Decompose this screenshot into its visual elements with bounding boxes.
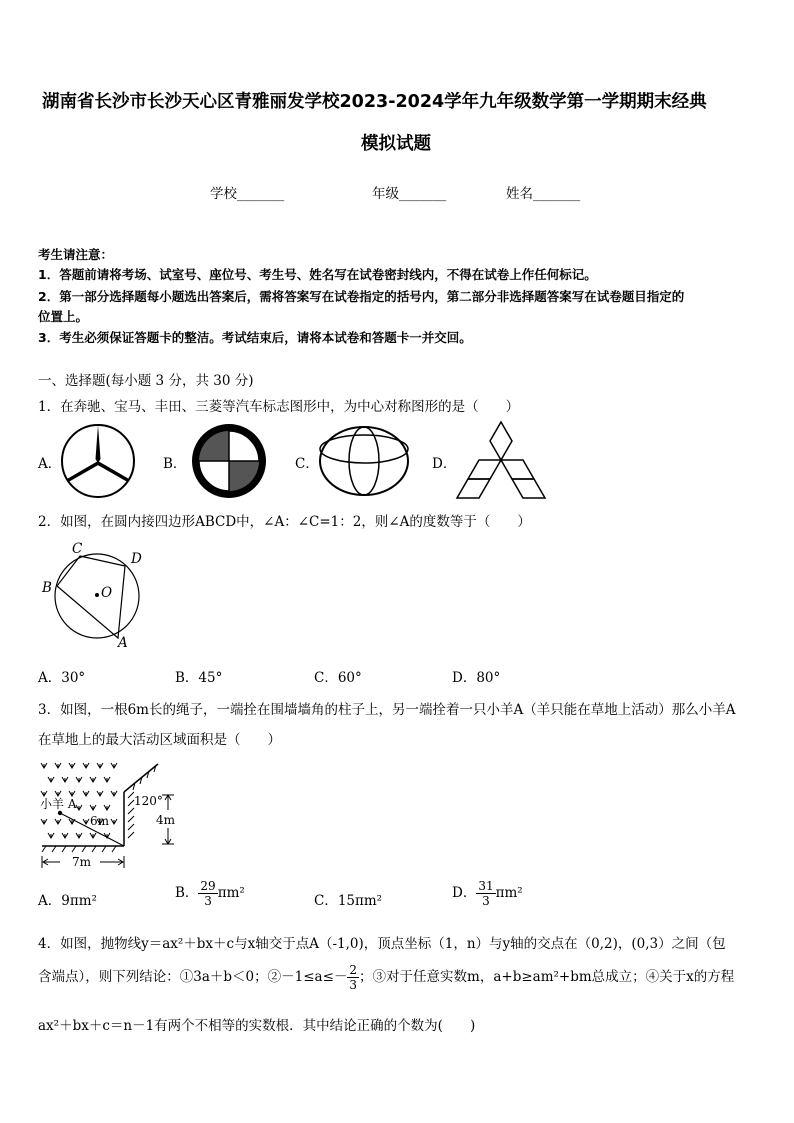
toyota-logo-icon (318, 425, 410, 497)
q1-label-b[interactable]: B． (163, 456, 187, 472)
q3-stem-line1: 3．如图，一根6m长的绳子，一端拴在围墙墙角的柱子上，另一端拴着一只小羊A（羊只能在草地上活动）那么小羊A (38, 702, 736, 718)
q3-option-d-label: D． (452, 885, 477, 901)
grass-mark (97, 763, 103, 768)
q3-stem-line2: 在草地上的最大活动区域面积是（ ） (38, 732, 281, 748)
grass-mark (90, 805, 96, 810)
q4-fraction-numerator: 2 (349, 963, 358, 977)
q3-option-d-numerator: 31 (478, 879, 494, 893)
grass-mark (90, 777, 96, 782)
q3-width-label: 7m (72, 855, 92, 869)
grass-mark (104, 777, 110, 782)
q2-stem: 2．如图，在圆内接四边形ABCD中，∠A：∠C=1：2，则∠A的度数等于（ ） (38, 514, 531, 530)
q4-fraction-denominator: 3 (349, 978, 358, 992)
q4-line2-pre: 含端点），则下列结论：①3a＋b＜0；②－1≤a≤－ (38, 969, 348, 985)
benz-logo-icon (60, 423, 136, 499)
q3-option-d-denominator: 3 (482, 894, 490, 908)
grass-mark (41, 819, 47, 824)
notice-item-3: 3．考生必须保证答题卡的整洁。考试结束后，请将本试卷和答题卡一并交回。 (38, 330, 472, 345)
grade-field[interactable]: 年级_______ (372, 186, 447, 202)
q2-point-c: C (72, 541, 83, 557)
page-title-line1: 湖南省长沙市长沙天心区青雅丽发学校2023-2024学年九年级数学第一学期期末经典 (42, 92, 707, 112)
q3-option-b-unit: πm² (217, 885, 245, 901)
q3-option-a[interactable]: A．9πm² (38, 893, 97, 909)
q3-angle-label: 120° (134, 794, 163, 808)
grass-mark (48, 833, 54, 838)
q3-option-b-label: B． (175, 885, 199, 901)
q2-point-b: B (42, 580, 52, 596)
q3-height-label: 4m (156, 813, 176, 827)
q1-label-c[interactable]: C． (295, 456, 319, 472)
name-field[interactable]: 姓名_______ (506, 186, 581, 202)
q3-option-c[interactable]: C．15πm² (314, 893, 383, 909)
grass-mark (62, 833, 68, 838)
q3-option-b-fraction (198, 879, 217, 908)
q3-option-d[interactable] (452, 879, 523, 908)
section-heading: 一、选择题(每小题 3 分，共 30 分) (38, 373, 254, 389)
q2-point-a: A (118, 635, 128, 651)
grass-mark (97, 791, 103, 796)
q3-rope-label: 6m (90, 814, 110, 828)
grass-mark (83, 763, 89, 768)
grass-mark (104, 805, 110, 810)
notice-heading: 考生请注意： (38, 247, 114, 262)
q3-option-b[interactable] (175, 879, 245, 908)
q3-option-b-denominator: 3 (204, 894, 212, 908)
q4-fraction (347, 963, 359, 992)
grass-mark (41, 763, 47, 768)
q2-option-a[interactable]: A．30° (38, 670, 86, 686)
notice-item-2-cont: 位置上。 (38, 309, 89, 324)
q2-option-c[interactable]: C．60° (314, 670, 362, 686)
grass-mark (76, 805, 82, 810)
notice-item-1: 1．答题前请将考场、试室号、座位号、考生号、姓名写在试卷密封线内，不得在试卷上作任何标记。 (38, 267, 597, 282)
grass-mark (111, 763, 117, 768)
q2-option-d[interactable]: D．80° (452, 670, 501, 686)
grass-mark (83, 819, 89, 824)
q4-line2-post: ；③对于任意实数m，a+b≥am²+bm总成立；④关于x的方程 (359, 969, 735, 985)
grass-mark (76, 833, 82, 838)
grass-mark (76, 777, 82, 782)
grass-mark (69, 763, 75, 768)
grass-mark (62, 777, 68, 782)
grass-mark (111, 819, 117, 824)
bmw-logo-icon (190, 422, 268, 500)
q1-label-d[interactable]: D． (432, 456, 457, 472)
notice-item-2: 2．第一部分选择题每小题选出答案后，需将答案写在试卷指定的括号内，第二部分非选择题答案写在试卷题目指定的 (38, 289, 685, 304)
q1-label-a[interactable]: A． (38, 456, 62, 472)
grass-mark (55, 763, 61, 768)
q4-line3: ax²＋bx＋c＝n－1有两个不相等的实数根．其中结论正确的个数为( ) (38, 1018, 476, 1034)
q2-point-o: O (101, 585, 113, 601)
school-field[interactable]: 学校_______ (210, 186, 285, 202)
q1-stem: 1．在奔驰、宝马、丰田、三菱等汽车标志图形中，为中心对称图形的是（ ） (38, 399, 520, 415)
q3-option-d-fraction (476, 879, 495, 908)
q3-option-b-numerator: 29 (200, 879, 216, 893)
mitsubishi-logo-icon (457, 420, 545, 500)
grass-mark (55, 819, 61, 824)
grass-mark (83, 791, 89, 796)
grass-mark (48, 777, 54, 782)
q2-option-b[interactable]: B．45° (175, 670, 223, 686)
q3-option-d-unit: πm² (495, 885, 523, 901)
grass-mark (111, 791, 117, 796)
q4-line1: 4．如图，抛物线y＝ax²＋bx＋c与x轴交于点A（-1,0)，顶点坐标（1，n）与y轴的交点在（0,2)，(0,3）之间（包 (38, 936, 726, 952)
q2-point-d: D (131, 551, 142, 567)
q4-line2 (38, 963, 734, 992)
q3-sheep-label: 小羊 A (40, 797, 77, 811)
page-title-line2: 模拟试题 (361, 134, 431, 154)
grass-mark (90, 833, 96, 838)
